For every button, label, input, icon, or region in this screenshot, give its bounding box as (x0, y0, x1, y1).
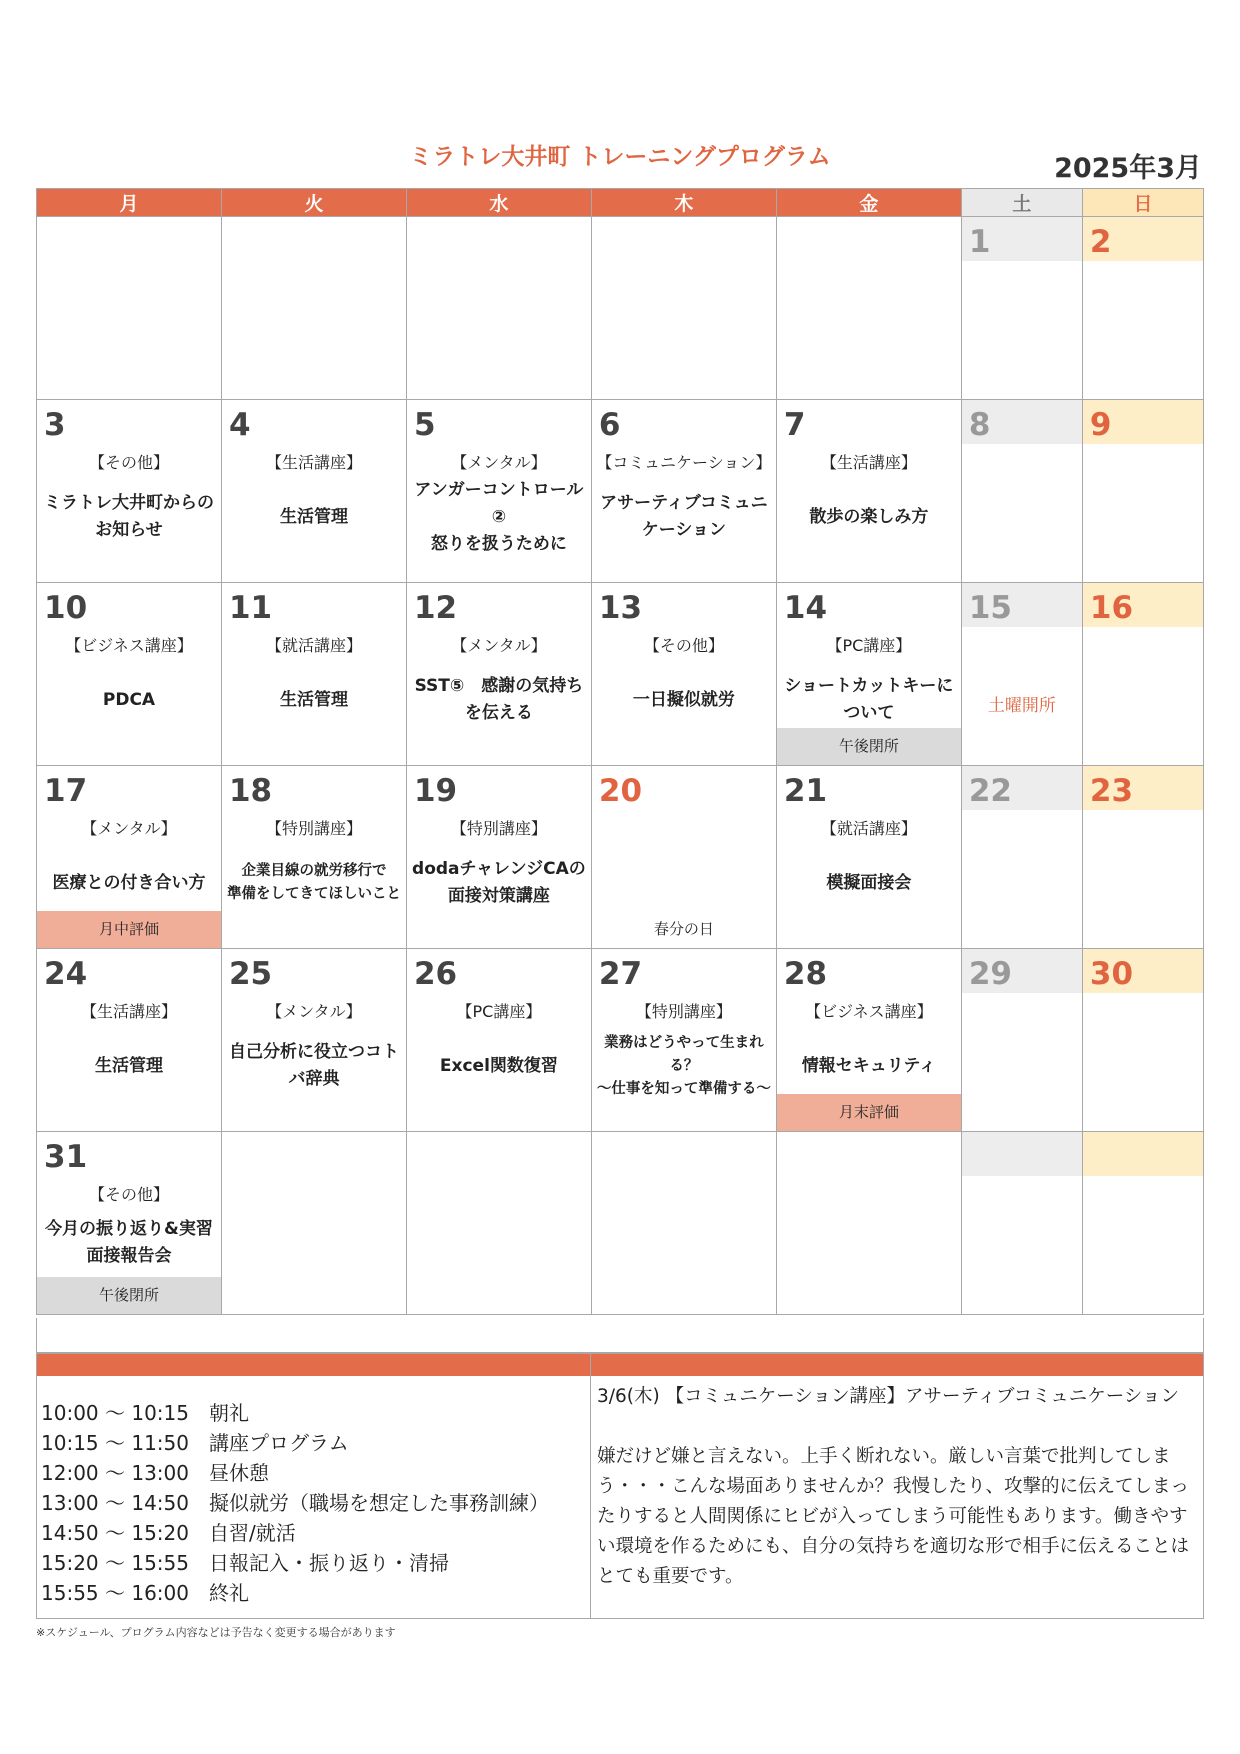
week-row (37, 1132, 1204, 1315)
schedule-item: 10:00 ～ 10:15 朝礼 (41, 1401, 249, 1425)
week-row (37, 583, 1204, 766)
day-cell-24 (37, 949, 222, 1132)
day-cell-empty (591, 1132, 776, 1315)
event-title (407, 848, 591, 918)
event-category: 【コミュニケーション】 (596, 453, 772, 472)
day-number: 22 (962, 766, 1082, 810)
event-category: 【その他】 (88, 453, 169, 472)
event-title-text: 自己分析に役立つコトバ辞典 (228, 1042, 399, 1089)
event-title (407, 1031, 591, 1101)
day-cell-1 (961, 217, 1082, 400)
schedule-item: 15:55 ～ 16:00 終礼 (41, 1581, 249, 1605)
event-category: 【ビジネス講座】 (65, 636, 193, 655)
week-row (37, 400, 1204, 583)
status-band: 午後閉所 (777, 728, 961, 765)
day-cell-empty-sun (1082, 1132, 1203, 1315)
day-cell-26 (406, 949, 591, 1132)
schedule-item: 10:15 ～ 11:50 講座プログラム (41, 1431, 349, 1455)
weekday-sun: 日 (1082, 189, 1203, 217)
day-number: 18 (228, 773, 273, 809)
day-cell-30 (1082, 949, 1203, 1132)
day-cell-13 (591, 583, 776, 766)
event-title (37, 1208, 221, 1278)
status-band: 月末評価 (777, 1094, 961, 1131)
event-title-line2: を伝える (464, 703, 533, 723)
event-category: 【メンタル】 (451, 636, 547, 655)
day-cell-6 (591, 400, 776, 583)
day-number: 13 (598, 590, 643, 626)
weekday-header (37, 189, 1204, 217)
event-title-line1: 今月の振り返り&実習 (45, 1219, 213, 1239)
event-title (407, 479, 591, 554)
day-number: 24 (44, 956, 88, 992)
featured-program-heading: 3/6(木) 【コミュニケーション講座】アサーティブコミュニケーション (597, 1386, 1179, 1407)
day-number: 23 (1083, 766, 1203, 810)
day-number: 2 (1083, 217, 1203, 261)
event-title-text: 一日擬似就労 (632, 689, 735, 710)
event-title (37, 665, 221, 735)
page-title: ミラトレ大井町 トレーニングプログラム (409, 144, 831, 170)
event-category: 【就活講座】 (265, 636, 362, 655)
day-cell-empty (406, 1132, 591, 1315)
day-cell-20 (591, 766, 776, 949)
weekday-tue: 火 (221, 189, 406, 217)
day-number: 11 (228, 590, 273, 626)
day-cell-empty (406, 217, 591, 400)
event-title-line1: dodaチャレンジCAの (412, 859, 586, 879)
event-title-text: 生活管理 (279, 506, 348, 527)
day-cell-10 (37, 583, 222, 766)
event-title-line2: 面接報告会 (86, 1246, 172, 1266)
event-category: 【生活講座】 (265, 453, 362, 472)
day-number: 31 (44, 1139, 88, 1175)
event-title-text: 生活管理 (94, 1055, 163, 1076)
event-title (37, 848, 221, 918)
event-category: 【就活講座】 (820, 819, 917, 838)
day-cell-18 (221, 766, 406, 949)
event-title-line2: ～仕事を知って準備する～ (596, 1080, 771, 1097)
event-title (37, 1031, 221, 1101)
day-cell-5 (406, 400, 591, 583)
day-cell-29 (961, 949, 1082, 1132)
day-cell-21 (776, 766, 961, 949)
event-title (407, 665, 591, 735)
day-number: 19 (413, 773, 458, 809)
day-cell-empty (221, 217, 406, 400)
event-category: 【特別講座】 (635, 1002, 732, 1021)
day-number: 9 (1083, 400, 1203, 444)
day-number: 6 (598, 407, 621, 443)
day-cell-17 (37, 766, 222, 949)
event-category: 【特別講座】 (265, 819, 362, 838)
day-cell-28 (776, 949, 961, 1132)
event-title-line1: アンガーコントロール② (414, 479, 584, 527)
day-number: 3 (44, 407, 66, 443)
featured-program (597, 1382, 1197, 1592)
week-row (37, 217, 1204, 400)
weekday-thu: 木 (591, 189, 776, 217)
info-panel (36, 1353, 1204, 1619)
status-band: 午後閉所 (37, 1277, 221, 1314)
event-title (777, 848, 961, 918)
week-row (37, 766, 1204, 949)
event-category: 【メンタル】 (266, 1002, 362, 1021)
event-title-line1: 企業目線の就労移行で (241, 863, 387, 879)
event-title-line2: 面接対策講座 (447, 886, 550, 906)
month-label: 2025年3月 (1054, 153, 1202, 184)
event-title (222, 848, 406, 918)
day-number: 29 (962, 949, 1082, 993)
day-number: 14 (783, 590, 828, 626)
event-title-line1: 業務はどうやって生まれる？ (604, 1034, 764, 1074)
schedule-item: 12:00 ～ 13:00 昼休憩 (41, 1461, 269, 1485)
day-number: 28 (783, 956, 828, 992)
day-cell-23 (1082, 766, 1203, 949)
event-title (777, 665, 961, 735)
day-cell-7 (776, 400, 961, 583)
weekday-wed: 水 (406, 189, 591, 217)
day-cell-14 (776, 583, 961, 766)
day-cell-25 (221, 949, 406, 1132)
status-band: 月中評価 (37, 911, 221, 948)
schedule-item: 15:20 ～ 15:55 日報記入・振り返り・清掃 (41, 1551, 449, 1575)
day-number: 20 (598, 773, 643, 809)
day-number: 8 (962, 400, 1082, 444)
day-cell-8 (961, 400, 1082, 583)
day-cell-15 (961, 583, 1082, 766)
day-cell-12 (406, 583, 591, 766)
day-number: 25 (228, 956, 273, 992)
schedule-item: 14:50 ～ 15:20 自習/就活 (41, 1521, 296, 1545)
weekday-sat: 土 (961, 189, 1082, 217)
event-title-text: ショートカットキーについて (784, 676, 954, 723)
day-cell-2 (1082, 217, 1203, 400)
day-cell-empty (37, 217, 222, 400)
day-cell-11 (221, 583, 406, 766)
day-number: 16 (1083, 583, 1203, 627)
daily-schedule (41, 1398, 549, 1608)
info-panel-divider (590, 1354, 591, 1618)
day-number: 1 (962, 217, 1082, 261)
day-cell-27 (591, 949, 776, 1132)
event-title-text: 情報セキュリティ (801, 1055, 937, 1076)
day-number: 7 (783, 407, 806, 443)
event-title-text: 医療との付き合い方 (52, 872, 206, 893)
day-cell-empty (776, 217, 961, 400)
event-category: 【その他】 (643, 636, 724, 655)
calendar (36, 188, 1204, 1315)
featured-program-body: 嫌だけど嫌と言えない。上手く断れない。厳しい言葉で批判してしまう・・・こんな場面ありませんか？我慢したり、攻撃的に伝えてしまったりすると人間関係にヒビが入ってしまう可能性もあります。働きやすい環境を作るためにも、自分の気持ちを適切な形で相手に伝えることはとても重要です。 (597, 1446, 1190, 1587)
day-number: 4 (228, 407, 251, 443)
event-title-text: 生活管理 (279, 689, 348, 710)
day-number: 21 (783, 773, 828, 809)
day-cell-empty (221, 1132, 406, 1315)
day-cell-16 (1082, 583, 1203, 766)
day-cell-3 (37, 400, 222, 583)
weekday-fri: 金 (776, 189, 961, 217)
event-title-text: Excel関数復習 (439, 1055, 558, 1076)
event-category: 【PC講座】 (826, 636, 912, 655)
event-title (37, 482, 221, 552)
day-number: 10 (44, 590, 88, 626)
day-number: 26 (413, 956, 458, 992)
footnote: ※スケジュール、プログラム内容などは予告なく変更する場合があります (36, 1626, 396, 1639)
day-number: 27 (598, 956, 643, 992)
spacer-row (36, 1318, 1204, 1353)
schedule-item: 13:00 ～ 14:50 擬似就労（職場を想定した事務訓練） (41, 1491, 549, 1515)
event-category: 【PC講座】 (456, 1002, 542, 1021)
event-title-text: PDCA (102, 689, 156, 710)
day-number: 15 (962, 583, 1082, 627)
event-title-text: アサーティブコミュニケーション (600, 493, 768, 540)
event-category: 【メンタル】 (451, 453, 547, 472)
event-title (592, 1031, 776, 1101)
event-category: 【ビジネス講座】 (805, 1002, 933, 1021)
event-title-text: ミラトレ大井町からのお知らせ (43, 493, 214, 540)
event-title (222, 665, 406, 735)
event-category: 【生活講座】 (820, 453, 917, 472)
info-panel-header-bar (37, 1354, 1203, 1376)
day-cell-4 (221, 400, 406, 583)
event-title (592, 665, 776, 735)
day-cell-empty (591, 217, 776, 400)
event-title (777, 482, 961, 552)
event-title (777, 1031, 961, 1101)
day-number: 5 (413, 407, 436, 443)
event-title-line1: SST⑤ 感謝の気持ち (414, 676, 584, 696)
saturday-open-note: 土曜開所 (987, 696, 1056, 716)
day-cell-empty (776, 1132, 961, 1315)
day-number: 30 (1083, 949, 1203, 993)
day-cell-22 (961, 766, 1082, 949)
day-cell-empty-sat (961, 1132, 1082, 1315)
event-category: 【メンタル】 (81, 819, 177, 838)
week-row (37, 949, 1204, 1132)
day-cell-19 (406, 766, 591, 949)
event-title (592, 482, 776, 552)
day-cell-31 (37, 1132, 222, 1315)
event-title-text: 散歩の楽しみ方 (809, 506, 929, 527)
day-number: 12 (413, 590, 458, 626)
event-category: 【その他】 (88, 1185, 169, 1204)
holiday-label: 春分の日 (653, 920, 714, 938)
day-cell-9 (1082, 400, 1203, 583)
event-category: 【特別講座】 (450, 819, 547, 838)
event-title (222, 1031, 406, 1101)
weekday-mon: 月 (37, 189, 222, 217)
event-category: 【生活講座】 (80, 1002, 177, 1021)
event-title-text: 模擬面接会 (826, 872, 912, 893)
event-title-line2: 怒りを扱うために (430, 533, 567, 554)
event-title (222, 482, 406, 552)
event-title-line2: 準備をしてきてほしいこと (226, 886, 401, 902)
day-number: 17 (44, 773, 88, 809)
